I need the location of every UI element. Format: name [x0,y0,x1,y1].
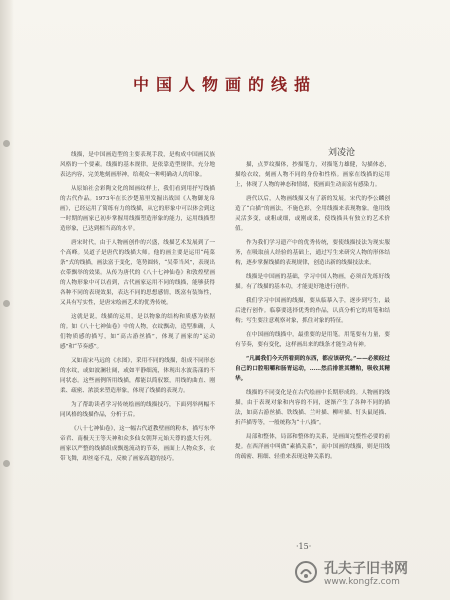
paragraph: 局部和整体，局部和整体的关系，是画面完整性必要的前提。在西洋画中叫做“素描关系”，而中国画的线描，则是用线的疏密、粗细、轻重来表现这种关系的。 [235,434,390,460]
paragraph: 唐代以后，人物画线描又有了新的发展。宋代的李公麟创造了“白描”的画法，不施色彩，全用线描来表现物象。他用线灵活多变，或粗或细，或刚或柔，使线描具有独立的艺术价值。 [235,196,390,232]
paragraph: 在中国画的线描中，最重要的是用笔。用笔要有力量，要有节奏，要有变化，这样画出来的线条才能生动有神。 [235,332,390,348]
paragraph: 从原始社会彩陶文化的图画纹样上，我们看到用抒写线描的古代作品。1973年在长沙楚墓里发掘出战国《人物御龙帛画》，已经运用了简练有力的线描，从它的形象中可以体会到这一时期的画家已初步掌握用线描塑造形象的能力，运用线描塑造形象，已达到相当高的水平。 [60,186,215,232]
paragraph: 唐宋时代，由于人物画创作的兴盛，线描艺术发展到了一个高峰。吴道子是唐代的线描大师。他的画主要是运用“莼菜条”式的线描，画法富于变化，笔势圆转，“吴带当风”，表现出衣带飘举的效果。从传为唐代的《八十七神仙卷》和敦煌壁画的人物形象中可以看到，古代画家运用不同的线描，能够获得各种不同的表现效果，表达不同的思想感情，既富有装饰性，又具有写实性，是唐宋绘画艺术的优秀传统。 [60,240,215,306]
watermark-text: 孔夫子旧书网 [324,561,408,577]
binding-hole [3,460,10,467]
paragraph: 我们学习中国画的线描，要从临摹入手，逐步到写生，最后进行创作。临摹要选择优秀的作品，认真分析它的用笔和结构；写生要注意观察对象，抓住对象的特征。 [235,298,390,324]
binding-hole [3,140,10,147]
article-title: 中国人物画的线描 [132,75,317,94]
paragraph: 线描，是中国画造型的主要表现手段，是构成中国画民族风格的一个要素。线描的基本规律，是依靠造型规律，充分地表达内容，完美地刻画形神，给观众一种明确动人的印象。 [60,152,215,178]
paragraph: 描，点罗纹描体，抄描笔力，对描笔力雄健，勾描体态，描绘衣纹，刻画人物不同的身份和性格。画家在线描的运用上，体现了人物的神态和情绪，使画面生动而富有感染力。 [235,162,390,188]
watermark-logo-icon [294,560,318,584]
text-column-right [235,160,390,466]
paragraph: 作为我们学习遗产中的优秀传统，要使线描技法为现实服务，在吸取前人经验的基础上，通过写生来研究人物的形体结构，逐步掌握线描的表现规律，创造出新的线描技法来。 [235,240,390,266]
paragraph: 又如南宋马远的《水图》，采用不同的线描，组成不同形态的水纹，或如波澜壮阔，或如平静细流，体现出水波荡漾的不同状态。这些画例所用线描，都能以简驭繁，用线的曲直、刚柔、疏密、浓淡来塑造形象，体现了线描的表现力。 [60,358,215,394]
paragraph: 线描是中国画的基础，学习中国人物画，必须首先练好线描。有了线描的基本功，才能更好地进行创作。 [235,274,390,290]
paragraph: 《八十七神仙卷》，这一幅古代道教壁画的粉本，描写东华帝君、南极天王等天神和众多仙女朝拜元始天尊的盛大行列。画家以严整的线描组成飘逸流动的节奏，画面上人物众多，衣带飞舞，却丝毫不乱，反映了画家高超的技巧。 [60,426,215,462]
watermark [290,558,440,594]
paragraph: 这就是说，线描的运用，是以物象的结构和质感为依据的。如《八十七神仙卷》中的人物，衣纹飘动，造型准确，人们物质感的描写，如“高古游丝描”，体现了画家的“运动感”和“节奏感”。 [60,314,215,350]
watermark-url: www.kongfz.com [324,577,400,587]
paragraph: 线描的不同变化是在古代绘画中长期形成的。人物画的线描，由于表现对象和内容的不同，逐渐产生了各种不同的描法，如高古游丝描、铁线描、兰叶描、柳叶描、钉头鼠尾描、折芦描等等，一般统称为“十八描”。 [235,390,390,426]
page-number: ·15· [296,542,312,551]
paragraph: 为了帮助读者学习传统绘画的线描技巧，下面列举两幅不同风格的线描作品，分析于后。 [60,402,215,418]
quotation-paragraph: “凡属我们今天所看到的东西，都应该研究。”——必须经过自己的口腔咀嚼和肠胃运动，……然后排泄其糟粕，吸收其精华。 [235,356,390,382]
article-author: 刘凌沧 [328,148,356,158]
binding-hole [3,300,10,307]
text-column-left [60,150,215,468]
